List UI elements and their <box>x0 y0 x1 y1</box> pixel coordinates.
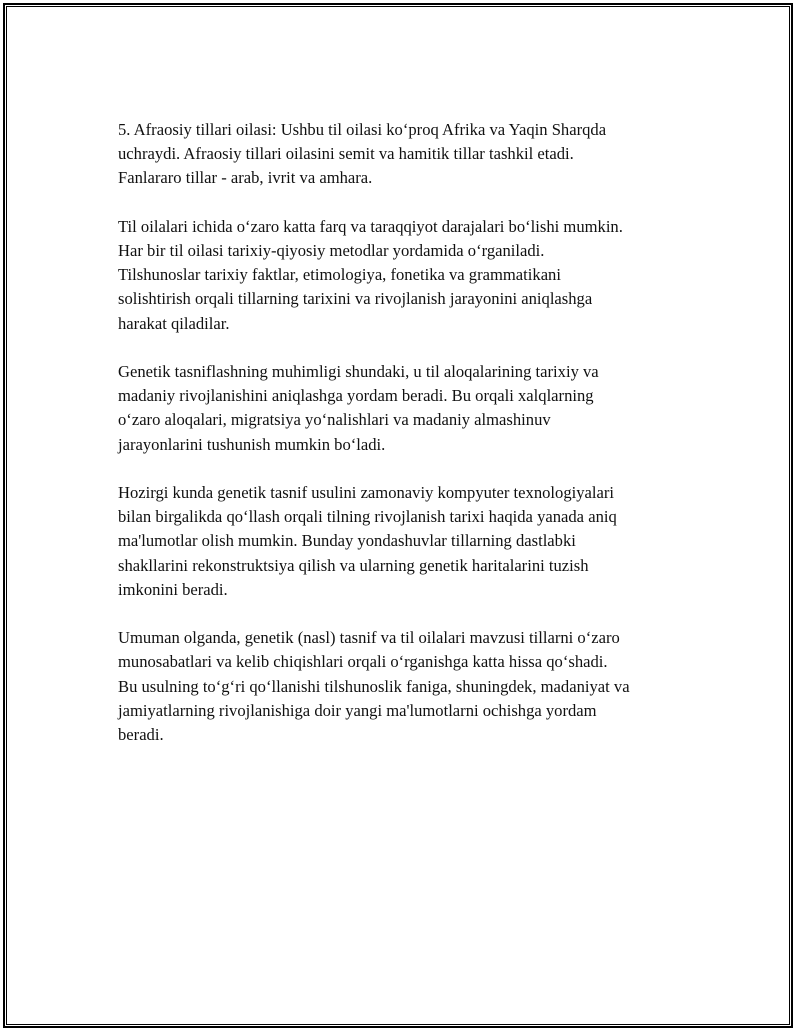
text-line: Genetik tasniflashning muhimligi shundaki, u til aloqalarining tarixiy va <box>118 362 599 381</box>
text-line: uchraydi. Afraosiy tillari oilasini semit va hamitik tillar tashkil etadi. <box>118 144 574 164</box>
text-line: Fanlararo tillar - arab, ivrit va amhara. <box>118 168 373 188</box>
text-line: jamiyatlarning rivojlanishiga doir yangi ma'lumotlarni ochishga yordam <box>118 700 597 720</box>
text-line: Tilshunoslar tarixiy faktlar, etimologiya, fonetika va grammatikani <box>118 265 561 285</box>
text-line: Har bir til oilasi tarixiy-qiyosiy metodlar yordamida oʻrganiladi. <box>118 241 545 260</box>
text-line: shakllarini rekonstruktsiya qilish va ularning genetik haritalarini tuzish <box>118 555 589 575</box>
paragraph-language-families <box>118 215 703 336</box>
text-line: Umuman olganda, genetik (nasl) tasnif va til oilalari mavzusi tillarni oʻzaro <box>118 628 620 648</box>
paragraph-genetic-classification <box>118 360 703 457</box>
text-line: Bu usulning toʻgʻri qoʻllanishi tilshunoslik faniga, shuningdek, madaniyat va <box>118 676 630 696</box>
text-line: munosabatlari va kelib chiqishlari orqali oʻrganishga katta hissa qoʻshadi. <box>118 652 608 672</box>
text-line: imkonini beradi. <box>118 579 228 599</box>
text-line: bilan birgalikda qoʻllash orqali tilning rivojlanish tarixi haqida yanada aniq <box>118 507 617 527</box>
text-line: solishtirish orqali tillarning tarixini va rivojlanish jarayonini aniqlashga <box>118 289 593 309</box>
text-line: 5. Afraosiy tillari oilasi: Ushbu til oilasi koʻproq Afrika va Yaqin Sharqda <box>118 120 607 139</box>
text-line: beradi. <box>118 725 164 745</box>
text-line: madaniy rivojlanishini aniqlashga yordam beradi. Bu orqali xalqlarning <box>118 386 594 406</box>
text-line: jarayonlarini tushunish mumkin boʻladi. <box>118 434 386 454</box>
text-line: harakat qiladilar. <box>118 313 230 333</box>
text-line: Til oilalari ichida oʻzaro katta farq va taraqqiyot darajalari boʻlishi mumkin. <box>118 216 623 236</box>
text-line: oʻzaro aloqalari, migratsiya yoʻnalishlari va madaniy almashinuv <box>118 410 551 430</box>
text-line: ma'lumotlar olish mumkin. Bunday yondashuvlar tillarning dastlabki <box>118 531 576 551</box>
paragraph-modern-methods <box>118 481 703 602</box>
document-body <box>118 118 703 771</box>
paragraph-afroasiatic <box>118 118 703 191</box>
text-line: Hozirgi kunda genetik tasnif usulini zamonaviy kompyuter texnologiyalari <box>118 483 615 502</box>
paragraph-conclusion <box>118 626 703 747</box>
